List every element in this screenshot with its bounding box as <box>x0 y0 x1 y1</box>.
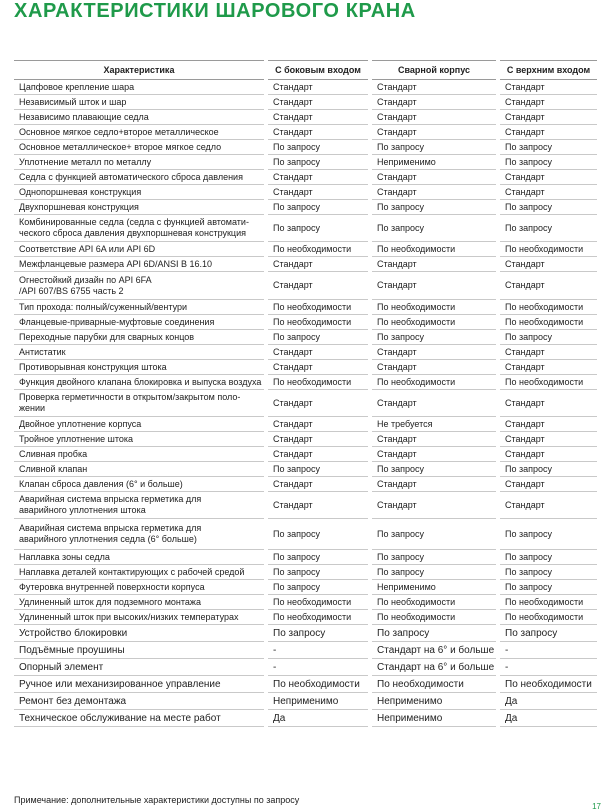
side-entry-cell: По необходимости <box>268 375 368 390</box>
top-entry-cell: По необходимости <box>500 242 597 257</box>
table-row <box>14 676 597 693</box>
side-entry-cell: По необходимости <box>268 595 368 610</box>
welded-body-cell: По запросу <box>372 625 496 642</box>
spec-table <box>14 60 597 727</box>
welded-body-cell: Стандарт <box>372 447 496 462</box>
table-row <box>14 710 597 727</box>
feature-cell: Устройство блокировки <box>14 625 264 642</box>
welded-body-cell: Стандарт <box>372 257 496 272</box>
table-row <box>14 345 597 360</box>
feature-cell: Аварийная система впрыска герметика для аварийного уплотнения седла (6° больше) <box>14 519 264 550</box>
top-entry-cell: По запросу <box>500 550 597 565</box>
top-entry-cell: По запросу <box>500 140 597 155</box>
welded-body-cell: Не требуется <box>372 417 496 432</box>
side-entry-cell: По необходимости <box>268 676 368 693</box>
table-row <box>14 417 597 432</box>
feature-cell: Ремонт без демонтажа <box>14 693 264 710</box>
table-row <box>14 200 597 215</box>
table-row <box>14 447 597 462</box>
top-entry-cell: Стандарт <box>500 272 597 300</box>
top-entry-cell: Стандарт <box>500 110 597 125</box>
side-entry-cell: Стандарт <box>268 170 368 185</box>
feature-cell: Тройное уплотнение штока <box>14 432 264 447</box>
top-entry-cell: По запросу <box>500 155 597 170</box>
welded-body-cell: По запросу <box>372 550 496 565</box>
side-entry-cell: По запросу <box>268 625 368 642</box>
table-row <box>14 257 597 272</box>
table-row <box>14 659 597 676</box>
top-entry-cell: - <box>500 659 597 676</box>
top-entry-cell: По необходимости <box>500 300 597 315</box>
welded-body-cell: Неприменимо <box>372 710 496 727</box>
table-row <box>14 580 597 595</box>
table-row <box>14 360 597 375</box>
top-entry-cell: По необходимости <box>500 315 597 330</box>
side-entry-cell: Стандарт <box>268 390 368 417</box>
side-entry-cell: Стандарт <box>268 110 368 125</box>
welded-body-cell: Стандарт <box>372 80 496 95</box>
top-entry-cell: По запросу <box>500 519 597 550</box>
top-entry-cell: Стандарт <box>500 257 597 272</box>
feature-cell: Сливная пробка <box>14 447 264 462</box>
welded-body-cell: По запросу <box>372 462 496 477</box>
top-entry-cell: Стандарт <box>500 417 597 432</box>
header-top-entry: С верхним входом <box>500 61 597 80</box>
side-entry-cell: Стандарт <box>268 360 368 375</box>
top-entry-cell: Стандарт <box>500 477 597 492</box>
table-row <box>14 492 597 519</box>
welded-body-cell: Стандарт на 6° и больше <box>372 642 496 659</box>
footnote: Примечание: дополнительные характеристики доступны по запросу <box>14 795 300 805</box>
table-row <box>14 110 597 125</box>
side-entry-cell: Стандарт <box>268 432 368 447</box>
welded-body-cell: Стандарт <box>372 272 496 300</box>
table-body <box>14 80 597 727</box>
side-entry-cell: Стандарт <box>268 272 368 300</box>
side-entry-cell: По необходимости <box>268 610 368 625</box>
side-entry-cell: По запросу <box>268 580 368 595</box>
page-title: ХАРАКТЕРИСТИКИ ШАРОВОГО КРАНА <box>14 0 416 22</box>
top-entry-cell: Стандарт <box>500 432 597 447</box>
top-entry-cell: Стандарт <box>500 447 597 462</box>
table-row <box>14 170 597 185</box>
feature-cell: Проверка герметичности в открытом/закрытом поло- жении <box>14 390 264 417</box>
table-row <box>14 642 597 659</box>
table-row <box>14 462 597 477</box>
table-row <box>14 185 597 200</box>
welded-body-cell: По запросу <box>372 330 496 345</box>
table-row <box>14 693 597 710</box>
side-entry-cell: Стандарт <box>268 492 368 519</box>
side-entry-cell: Стандарт <box>268 447 368 462</box>
feature-cell: Седла с функцией автоматического сброса давления <box>14 170 264 185</box>
table-row <box>14 330 597 345</box>
feature-cell: Удлиненный шток для подземного монтажа <box>14 595 264 610</box>
feature-cell: Межфланцевые размера API 6D/ANSI B 16.10 <box>14 257 264 272</box>
feature-cell: Опорный элемент <box>14 659 264 676</box>
side-entry-cell: Стандарт <box>268 95 368 110</box>
feature-cell: Огнестойкий дизайн по API 6FA /API 607/BS 6755 часть 2 <box>14 272 264 300</box>
feature-cell: Цапфовое крепление шара <box>14 80 264 95</box>
feature-cell: Наплавка зоны седла <box>14 550 264 565</box>
side-entry-cell: Да <box>268 710 368 727</box>
welded-body-cell: Стандарт <box>372 492 496 519</box>
header-side-entry: С боковым входом <box>268 61 368 80</box>
welded-body-cell: По запросу <box>372 200 496 215</box>
side-entry-cell: - <box>268 642 368 659</box>
feature-cell: Наплавка деталей контактирующих с рабочей средой <box>14 565 264 580</box>
welded-body-cell: По необходимости <box>372 676 496 693</box>
side-entry-cell: - <box>268 659 368 676</box>
side-entry-cell: По запросу <box>268 550 368 565</box>
top-entry-cell: Стандарт <box>500 390 597 417</box>
side-entry-cell: По запросу <box>268 140 368 155</box>
top-entry-cell: Стандарт <box>500 80 597 95</box>
feature-cell: Основное мягкое седло+второе металлическое <box>14 125 264 140</box>
top-entry-cell: По необходимости <box>500 375 597 390</box>
feature-cell: Функция двойного клапана блокировка и выпуска воздуха <box>14 375 264 390</box>
side-entry-cell: По запросу <box>268 462 368 477</box>
top-entry-cell: По запросу <box>500 625 597 642</box>
feature-cell: Аварийная система впрыска герметика для аварийного уплотнения штока <box>14 492 264 519</box>
side-entry-cell: Стандарт <box>268 477 368 492</box>
top-entry-cell: Стандарт <box>500 95 597 110</box>
welded-body-cell: По запросу <box>372 565 496 580</box>
table-row <box>14 565 597 580</box>
table-row <box>14 155 597 170</box>
table-row <box>14 315 597 330</box>
welded-body-cell: Стандарт <box>372 125 496 140</box>
side-entry-cell: Стандарт <box>268 257 368 272</box>
welded-body-cell: По запросу <box>372 140 496 155</box>
welded-body-cell: По запросу <box>372 215 496 242</box>
welded-body-cell: Стандарт <box>372 95 496 110</box>
top-entry-cell: По запросу <box>500 215 597 242</box>
welded-body-cell: Стандарт на 6° и больше <box>372 659 496 676</box>
table-row <box>14 477 597 492</box>
feature-cell: Ручное или механизированное управление <box>14 676 264 693</box>
feature-cell: Подъёмные проушины <box>14 642 264 659</box>
table-row <box>14 80 597 95</box>
welded-body-cell: Неприменимо <box>372 580 496 595</box>
table-row <box>14 595 597 610</box>
welded-body-cell: По необходимости <box>372 375 496 390</box>
feature-cell: Соответствие API 6A или API 6D <box>14 242 264 257</box>
table-row <box>14 625 597 642</box>
feature-cell: Тип прохода: полный/суженный/вентури <box>14 300 264 315</box>
top-entry-cell: Стандарт <box>500 170 597 185</box>
top-entry-cell: Да <box>500 710 597 727</box>
side-entry-cell: Стандарт <box>268 80 368 95</box>
top-entry-cell: По запросу <box>500 330 597 345</box>
feature-cell: Однопоршневая конструкция <box>14 185 264 200</box>
feature-cell: Сливной клапан <box>14 462 264 477</box>
table-row <box>14 550 597 565</box>
welded-body-cell: Стандарт <box>372 390 496 417</box>
welded-body-cell: Стандарт <box>372 345 496 360</box>
feature-cell: Клапан сброса давления (6° и больше) <box>14 477 264 492</box>
side-entry-cell: Стандарт <box>268 125 368 140</box>
top-entry-cell: Стандарт <box>500 360 597 375</box>
side-entry-cell: По запросу <box>268 200 368 215</box>
side-entry-cell: Стандарт <box>268 345 368 360</box>
feature-cell: Антистатик <box>14 345 264 360</box>
feature-cell: Удлиненный шток при высоких/низких температурах <box>14 610 264 625</box>
welded-body-cell: Неприменимо <box>372 693 496 710</box>
table-row <box>14 375 597 390</box>
welded-body-cell: Неприменимо <box>372 155 496 170</box>
table-row <box>14 242 597 257</box>
feature-cell: Техническое обслуживание на месте работ <box>14 710 264 727</box>
header-feature: Характеристика <box>14 61 264 80</box>
table-row <box>14 610 597 625</box>
top-entry-cell: По необходимости <box>500 595 597 610</box>
side-entry-cell: По запросу <box>268 155 368 170</box>
welded-body-cell: По необходимости <box>372 315 496 330</box>
feature-cell: Независимо плавающие седла <box>14 110 264 125</box>
table-row <box>14 432 597 447</box>
top-entry-cell: По необходимости <box>500 610 597 625</box>
top-entry-cell: Стандарт <box>500 185 597 200</box>
welded-body-cell: По запросу <box>372 519 496 550</box>
table-row <box>14 519 597 550</box>
top-entry-cell: По запросу <box>500 565 597 580</box>
page-number: 17 <box>592 802 601 811</box>
feature-cell: Независимый шток и шар <box>14 95 264 110</box>
top-entry-cell: По запросу <box>500 200 597 215</box>
side-entry-cell: По запросу <box>268 519 368 550</box>
welded-body-cell: Стандарт <box>372 477 496 492</box>
top-entry-cell: По запросу <box>500 462 597 477</box>
side-entry-cell: По запросу <box>268 215 368 242</box>
welded-body-cell: Стандарт <box>372 170 496 185</box>
welded-body-cell: Стандарт <box>372 185 496 200</box>
welded-body-cell: По необходимости <box>372 242 496 257</box>
feature-cell: Противорывная конструкция штока <box>14 360 264 375</box>
welded-body-cell: По необходимости <box>372 610 496 625</box>
side-entry-cell: По необходимости <box>268 300 368 315</box>
side-entry-cell: По запросу <box>268 565 368 580</box>
feature-cell: Основное металлическое+ второе мягкое седло <box>14 140 264 155</box>
table-row <box>14 125 597 140</box>
side-entry-cell: Стандарт <box>268 185 368 200</box>
top-entry-cell: Стандарт <box>500 345 597 360</box>
welded-body-cell: Стандарт <box>372 110 496 125</box>
header-welded-body: Сварной корпус <box>372 61 496 80</box>
table-row <box>14 95 597 110</box>
feature-cell: Комбинированные седла (седла с функцией автомати- ческого сброса давления двухпоршневая конструкция <box>14 215 264 242</box>
top-entry-cell: Да <box>500 693 597 710</box>
top-entry-cell: По запросу <box>500 580 597 595</box>
feature-cell: Двойное уплотнение корпуса <box>14 417 264 432</box>
table-row <box>14 390 597 417</box>
table-row <box>14 140 597 155</box>
welded-body-cell: Стандарт <box>372 360 496 375</box>
table-header-row <box>14 61 597 80</box>
feature-cell: Уплотнение металл по металлу <box>14 155 264 170</box>
top-entry-cell: - <box>500 642 597 659</box>
feature-cell: Переходные парубки для сварных концов <box>14 330 264 345</box>
feature-cell: Двухпоршневая конструкция <box>14 200 264 215</box>
table-row <box>14 300 597 315</box>
feature-cell: Фланцевые-приварные-муфтовые соединения <box>14 315 264 330</box>
top-entry-cell: По необходимости <box>500 676 597 693</box>
welded-body-cell: Стандарт <box>372 432 496 447</box>
top-entry-cell: Стандарт <box>500 125 597 140</box>
side-entry-cell: По запросу <box>268 330 368 345</box>
welded-body-cell: По необходимости <box>372 300 496 315</box>
side-entry-cell: Неприменимо <box>268 693 368 710</box>
top-entry-cell: Стандарт <box>500 492 597 519</box>
welded-body-cell: По необходимости <box>372 595 496 610</box>
table-row <box>14 215 597 242</box>
side-entry-cell: По необходимости <box>268 242 368 257</box>
table-row <box>14 272 597 300</box>
side-entry-cell: По необходимости <box>268 315 368 330</box>
feature-cell: Футеровка внутренней поверхности корпуса <box>14 580 264 595</box>
side-entry-cell: Стандарт <box>268 417 368 432</box>
